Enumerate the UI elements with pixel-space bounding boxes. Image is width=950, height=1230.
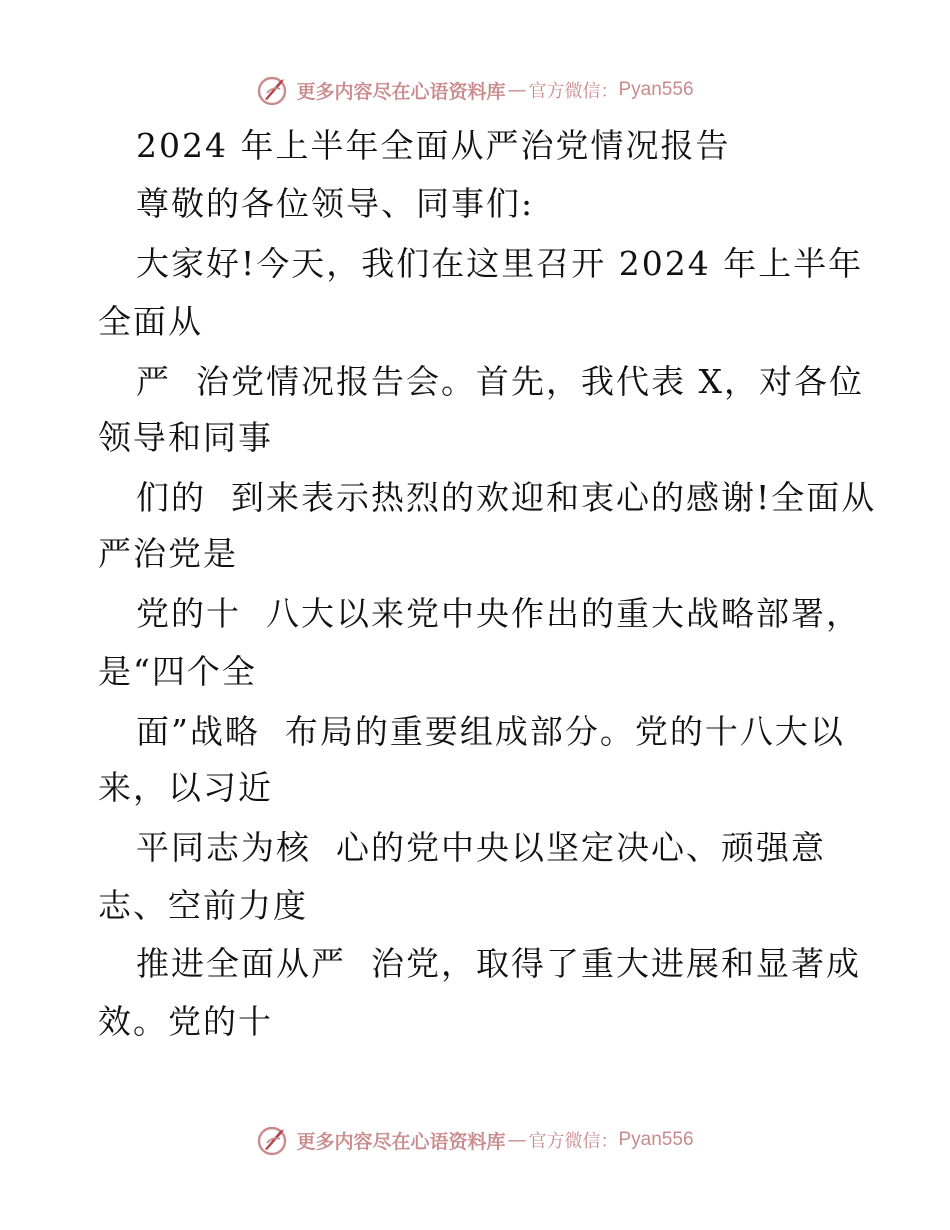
banner-wechat-label: 官方微信： bbox=[528, 81, 619, 102]
body-line: 面”战略 布局的重要组成部分。党的十八大以 bbox=[136, 712, 845, 751]
banner-wechat-label: 官方微信： bbox=[528, 1131, 619, 1152]
body-line: 志、空前力度 bbox=[98, 886, 308, 925]
body-line: 来，以习近 bbox=[98, 768, 273, 807]
body-line: 们的 到来表示热烈的欢迎和衷心的感谢!全面从 bbox=[136, 478, 877, 517]
salutation-line: 尊敬的各位领导、同事们: bbox=[136, 184, 535, 223]
body-line: 推进全面从严 治党，取得了重大进展和显著成 bbox=[136, 944, 861, 983]
quill-pen-logo-icon bbox=[256, 1123, 290, 1157]
banner-main-text: 更多内容尽在心语资料库 bbox=[296, 80, 506, 103]
banner-wechat-id: Pyan556 bbox=[618, 79, 694, 100]
body-line: 是“四个全 bbox=[98, 652, 257, 691]
banner-separator: — bbox=[507, 1129, 527, 1151]
document-title: 2024 年上半年全面从严治党情况报告 bbox=[136, 126, 731, 165]
quill-pen-logo-icon bbox=[256, 73, 290, 107]
body-line: 严治党是 bbox=[98, 534, 238, 573]
banner-separator: — bbox=[507, 79, 527, 101]
body-line: 效。党的十 bbox=[98, 1002, 273, 1041]
body-line: 平同志为核 心的党中央以坚定决心、顽强意 bbox=[136, 828, 826, 867]
footer-banner bbox=[0, 1120, 950, 1160]
banner-wechat-id: Pyan556 bbox=[618, 1129, 694, 1150]
body-line: 领导和同事 bbox=[98, 418, 273, 457]
body-line: 全面从 bbox=[98, 302, 203, 341]
header-banner bbox=[0, 70, 950, 110]
body-line: 党的十 八大以来党中央作出的重大战略部署， bbox=[136, 594, 861, 633]
banner-main-text: 更多内容尽在心语资料库 bbox=[296, 1130, 506, 1153]
body-line: 严 治党情况报告会。首先，我代表 X，对各位 bbox=[136, 362, 864, 401]
body-line: 大家好!今天，我们在这里召开 2024 年上半年 bbox=[136, 244, 864, 283]
